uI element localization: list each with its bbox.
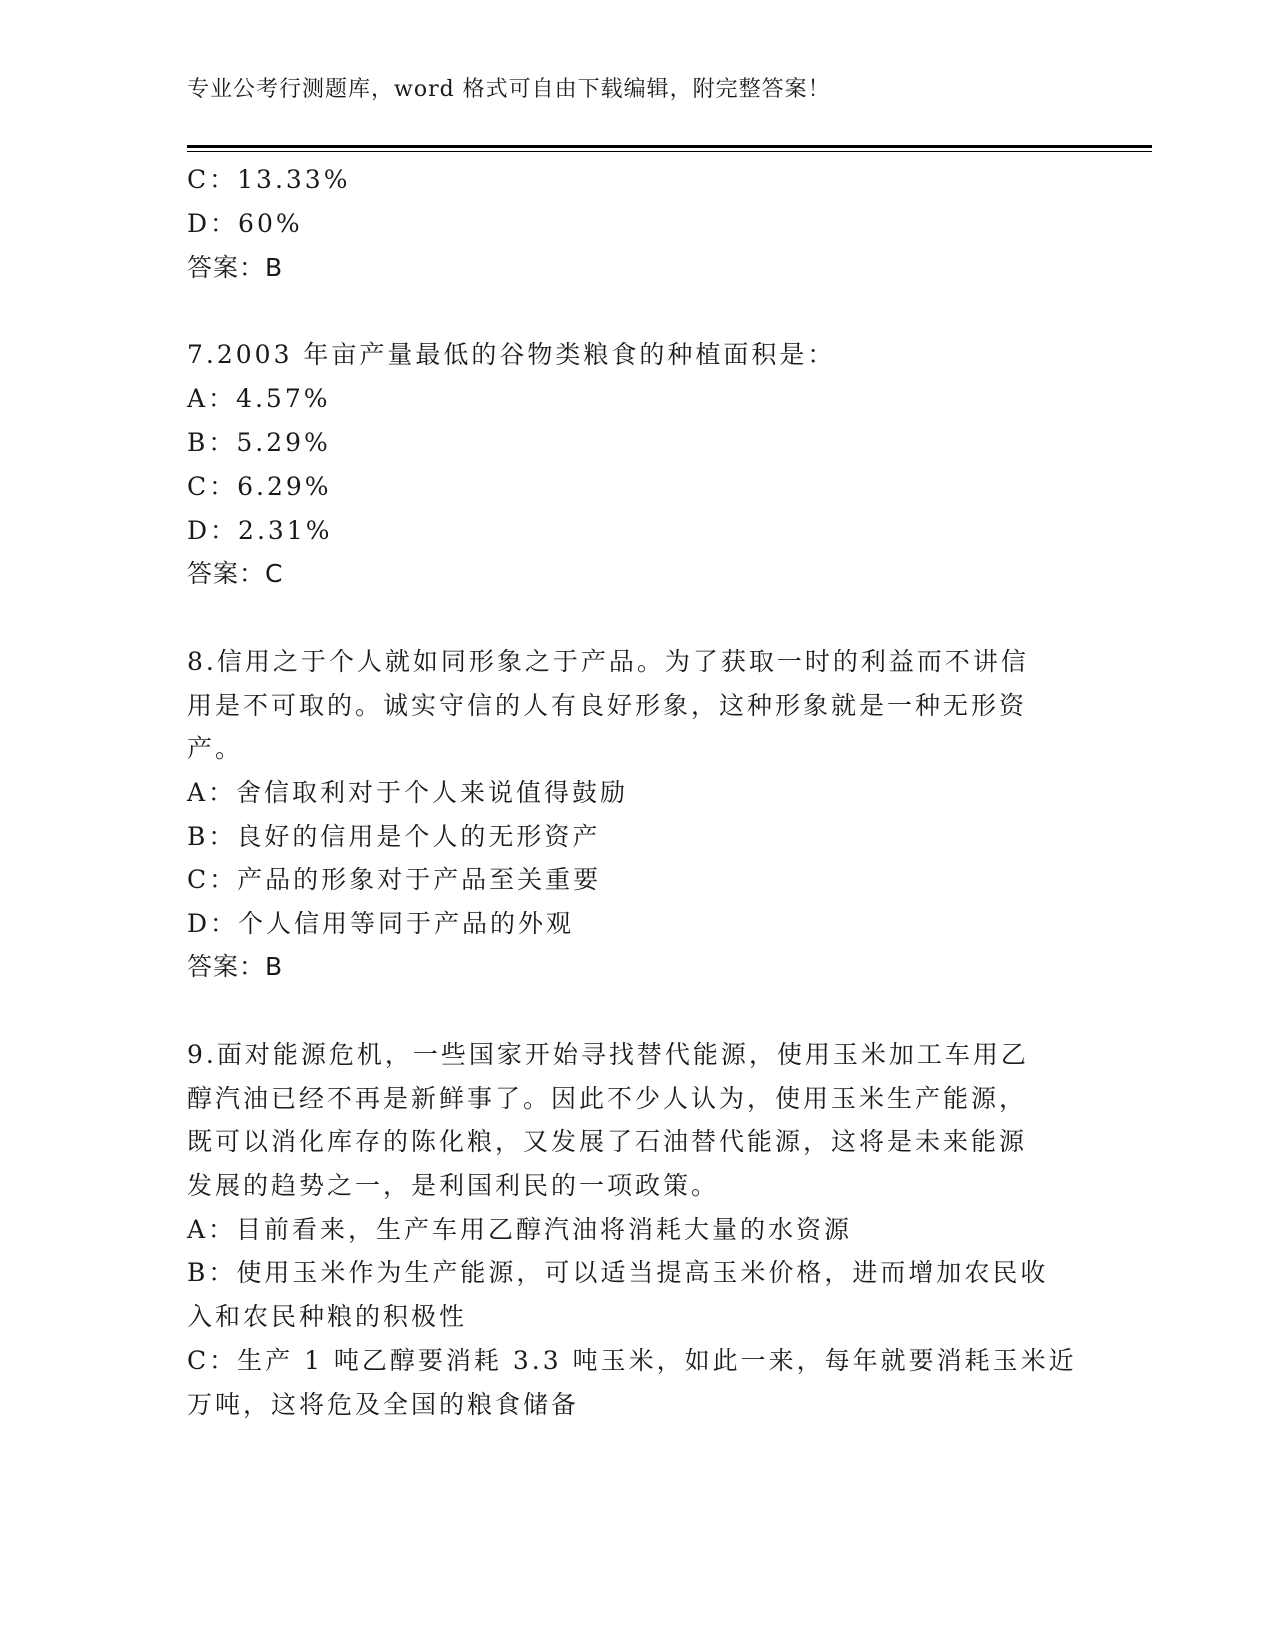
option-line: A：舍信取利对于个人来说值得鼓励 [187, 778, 629, 807]
option-line: A：目前看来，生产车用乙醇汽油将消耗大量的水资源 [187, 1215, 853, 1244]
option-line: B：使用玉米作为生产能源，可以适当提高玉米价格，进而增加农民收 [187, 1258, 1049, 1287]
answer-line: 答案：B [187, 952, 284, 981]
question-line: 醇汽油已经不再是新鲜事了。因此不少人认为，使用玉米生产能源， [187, 1084, 1028, 1113]
page-header: 专业公考行测题库，word 格式可自由下载编辑，附完整答案！ [187, 77, 831, 102]
option-line: D：个人信用等同于产品的外观 [187, 909, 575, 938]
question-line: 既可以消化库存的陈化粮，又发展了石油替代能源，这将是未来能源 [187, 1127, 1028, 1156]
option-line: D：60% [187, 209, 303, 238]
option-line: D：2.31% [187, 516, 333, 545]
question-line: 7.2003 年亩产量最低的谷物类粮食的种植面积是： [187, 340, 836, 369]
option-line: 万吨，这将危及全国的粮食储备 [187, 1390, 580, 1419]
header-rule-thin [187, 151, 1152, 152]
option-line: C：产品的形象对于产品至关重要 [187, 865, 602, 894]
question-line: 产。 [187, 734, 244, 763]
option-line: 入和农民种粮的积极性 [187, 1302, 468, 1331]
option-line: C：13.33% [187, 165, 351, 194]
question-line: 8.信用之于个人就如同形象之于产品。为了获取一时的利益而不讲信 [187, 647, 1029, 676]
question-line: 用是不可取的。诚实守信的人有良好形象，这种形象就是一种无形资 [187, 691, 1028, 720]
option-line: B：良好的信用是个人的无形资产 [187, 822, 601, 851]
question-line: 发展的趋势之一，是利国利民的一项政策。 [187, 1171, 720, 1200]
answer-line: 答案：C [187, 559, 284, 588]
option-line: C：生产 1 吨乙醇要消耗 3.3 吨玉米，如此一来，每年就要消耗玉米近 [187, 1346, 1077, 1375]
header-rule-thick [187, 145, 1152, 148]
answer-line: 答案：B [187, 253, 284, 282]
option-line: C：6.29% [187, 472, 332, 501]
option-line: B：5.29% [187, 428, 331, 457]
question-line: 9.面对能源危机，一些国家开始寻找替代能源，使用玉米加工车用乙 [187, 1040, 1029, 1069]
option-line: A：4.57% [187, 384, 331, 413]
